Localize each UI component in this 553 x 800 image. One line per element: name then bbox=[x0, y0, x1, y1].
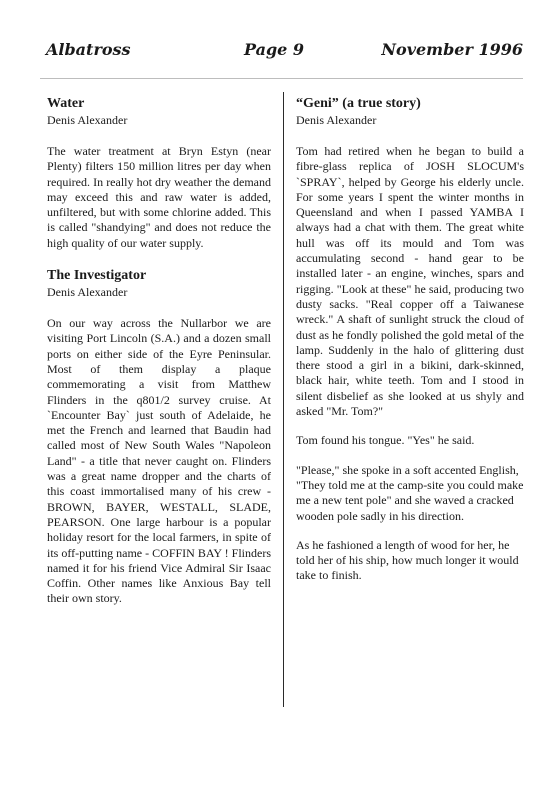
right-column bbox=[296, 95, 524, 584]
article-paragraph: Tom had retired when he began to build a fibre-glass replica of JOSH SLOCUM's `SPRAY`, helped by George his elderly uncle. For some years I spent the winter months in Queensland and when I passed YAMBA I always had a chat with them. The great white hull was off its mould and Tom was accumulating second - hand gear to be installed later - an engine, winches, spars and rigging. "Look at these" he said, producing two dusty sacks. "Real copper off a Taiwanese wreck." A shaft of sunlight struck the cloud of dust as he fondly polished the gold metal of the lamp. Suddenly in the halo of glittering dust there stood a girl in a bikini, dark-skinned, black hair, white teeth. Tom and I stood in silent disbelief as she looked at us shyly and asked "Mr. Tom?" bbox=[296, 144, 524, 419]
article-title-water: Water bbox=[47, 96, 85, 111]
page-header bbox=[40, 40, 523, 70]
article-paragraph: On our way across the Nullarbor we are visiting Port Lincoln (S.A.) and a dozen small ports on either side of the Eyre Peninsular. Most of them display a plaque commemorating a visit from Matthew Flinders in the q801/2 survey cruise. At `Encounter Bay` just south of Adelaide, he met the French and learned that Baudin had called most of New South Wales "Napoleon Land" - a title that never caught on. Flinders was a great name dropper and the charts of this coast immortalised many of his crew - BROWN, BAYER, WESTALL, SLADE, PEARSON. One large harbour is a popular holiday resort for the local farmers, in spite of its off-putting name - COFFIN BAY ! Flinders named it for his friend Vice Admiral Sir Isaac Coffin. Other names like Anxious Bay tell their own story. bbox=[47, 316, 271, 606]
page-number: Page 9 bbox=[244, 40, 305, 59]
article-author-geni: Denis Alexander bbox=[296, 113, 377, 127]
header-rule bbox=[40, 78, 523, 79]
article-paragraph: "Please," she spoke in a soft accented English, "They told me at the camp-site you could make me a new tent pole" and she waved a cracked wooden pole sadly in his direction. bbox=[296, 462, 524, 523]
article-paragraph: Tom found his tongue. "Yes" he said. bbox=[296, 433, 475, 448]
article-author-water: Denis Alexander bbox=[47, 113, 128, 127]
article-title-geni: “Geni” (a true story) bbox=[296, 96, 421, 111]
article-title-investigator: The Investigator bbox=[47, 268, 147, 284]
article-author-investigator: Denis Alexander bbox=[47, 285, 128, 300]
column-divider bbox=[283, 92, 284, 707]
article-paragraph: As he fashioned a length of wood for her, he told her of his ship, how much longer it would take to finish. bbox=[296, 537, 519, 583]
left-column bbox=[47, 95, 271, 607]
publication-name: Albatross bbox=[46, 40, 131, 59]
issue-date: November 1996 bbox=[381, 40, 523, 59]
article-paragraph: The water treatment at Bryn Estyn (near Plenty) filters 150 million litres per day when required. In really hot dry weather the demand may exceed this and raw water is added, unfiltered, but with some chlorine added. This is called "shandying" and does not reduce the high quality of our water supply. bbox=[47, 144, 271, 250]
